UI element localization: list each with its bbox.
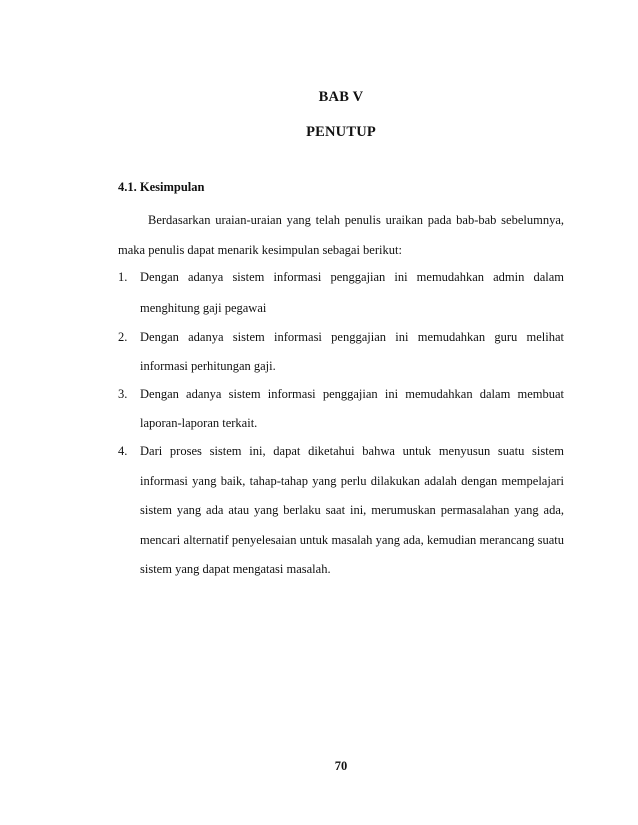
list-item-line: Dengan adanya sistem informasi penggajian ini memudahkan dalam membuat [140,387,564,401]
list-item-line: laporan-laporan terkait. [140,416,258,430]
list-item-line: Dengan adanya sistem informasi penggajian ini memudahkan guru melihat [140,330,564,344]
list-item-line: sistem yang dapat mengatasi masalah. [140,562,331,576]
page-number: 70 [334,759,348,773]
list-item-number: 2. [118,330,128,344]
intro-line-1: Berdasarkan uraian-uraian yang telah penulis uraikan pada bab-bab sebelumnya, [148,213,564,227]
list-item-line: informasi perhitungan gaji. [140,359,276,373]
list-item-line: informasi yang baik, tahap-tahap yang perlu dilakukan adalah dengan mempelajari [140,474,564,488]
list-item-line: sistem yang ada atau yang berlaku saat ini, merumuskan permasalahan yang ada, [140,503,564,517]
list-item-line: menghitung gaji pegawai [140,301,267,315]
list-item-number: 4. [118,444,128,458]
chapter-subtitle: PENUTUP [306,124,376,140]
list-item-line: mencari alternatif penyelesaian untuk masalah yang ada, kemudian merancang suatu [140,533,564,547]
list-item-number: 3. [118,387,128,401]
chapter-title: BAB V [318,89,364,105]
list-item-line: Dari proses sistem ini, dapat diketahui bahwa untuk menyusun suatu sistem [140,444,564,458]
intro-line-2: maka penulis dapat menarik kesimpulan sebagai berikut: [118,243,402,257]
section-heading: 4.1. Kesimpulan [118,180,205,194]
list-item-line: Dengan adanya sistem informasi penggajian ini memudahkan admin dalam [140,270,564,284]
list-item-number: 1. [118,270,128,284]
